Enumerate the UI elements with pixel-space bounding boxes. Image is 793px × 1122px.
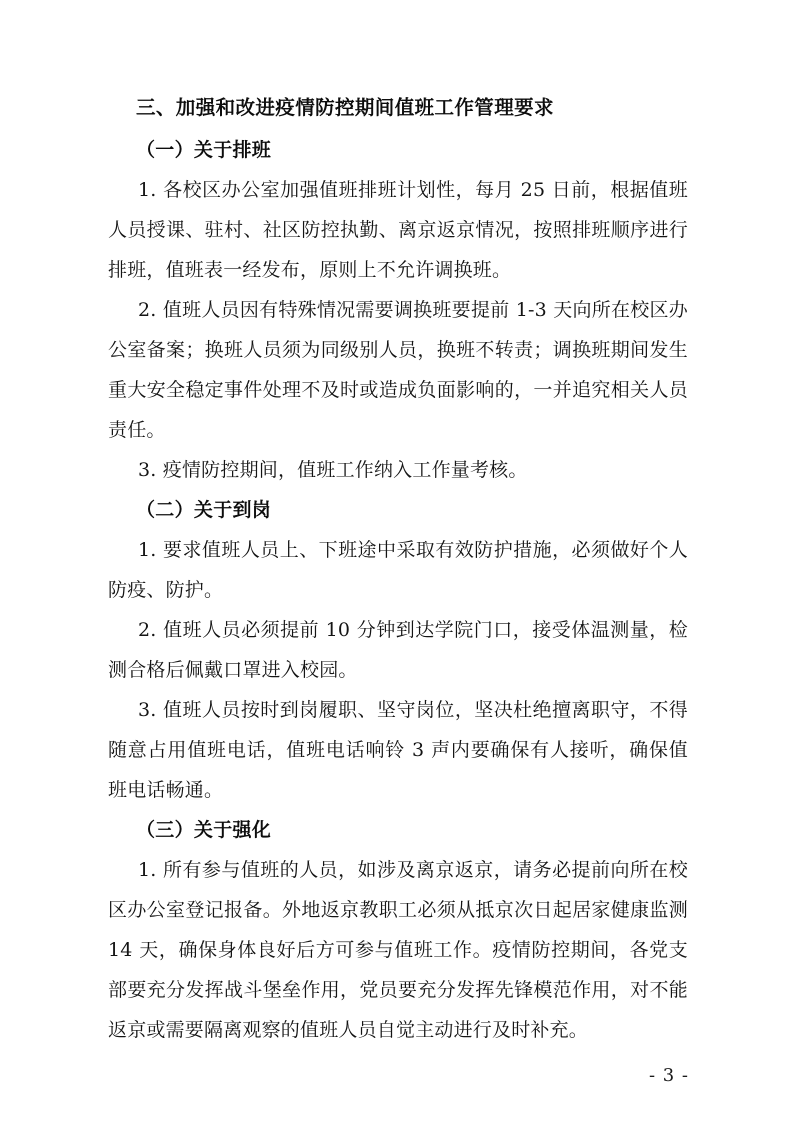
paragraph: 3. 疫情防控期间，值班工作纳入工作量考核。 [138,459,528,481]
paragraph: 2. 值班人员必须提前 10 分钟到达学院门口，接受体温测量，检测合格后佩戴口罩进入校园。 [108,619,688,681]
subsection-heading-3: （三）关于强化 [136,819,272,841]
paragraph: 1. 所有参与值班的人员，如涉及离京返京，请务必提前向所在校区办公室登记报备。外地返京教职工必须从抵京次日起居家健康监测 14 天，确保身体良好后方可参与值班工作。疫情防控期间，各党支部要充分发挥战斗堡垒作用，党员要充分发挥先锋模范作用，对不能返京或需要隔离观察的值班人员自觉主动进行及时补充。 [108,859,688,1041]
subsection-heading-1: （一）关于排班 [136,139,272,161]
document-body [108,88,688,1050]
paragraph: 2. 值班人员因有特殊情况需要调换班要提前 1-3 天向所在校区办公室备案；换班人员须为同级别人员，换班不转责；调换班期间发生重大安全稳定事件处理不及时或造成负面影响的，一并追究相关人员责任。 [108,299,688,441]
subsection-heading-2: （二）关于到岗 [136,499,272,521]
section-heading: 三、加强和改进疫情防控期间值班工作管理要求 [136,96,554,119]
page-number: - 3 - [648,1065,689,1086]
paragraph: 1. 要求值班人员上、下班途中采取有效防护措施，必须做好个人防疫、防护。 [108,539,688,601]
paragraph: 1. 各校区办公室加强值班排班计划性，每月 25 日前，根据值班人员授课、驻村、社区防控执勤、离京返京情况，按照排班顺序进行排班，值班表一经发布，原则上不允许调换班。 [108,179,688,281]
paragraph: 3. 值班人员按时到岗履职、坚守岗位，坚决杜绝擅离职守，不得随意占用值班电话，值班电话响铃 3 声内要确保有人接听，确保值班电话畅通。 [108,699,688,801]
